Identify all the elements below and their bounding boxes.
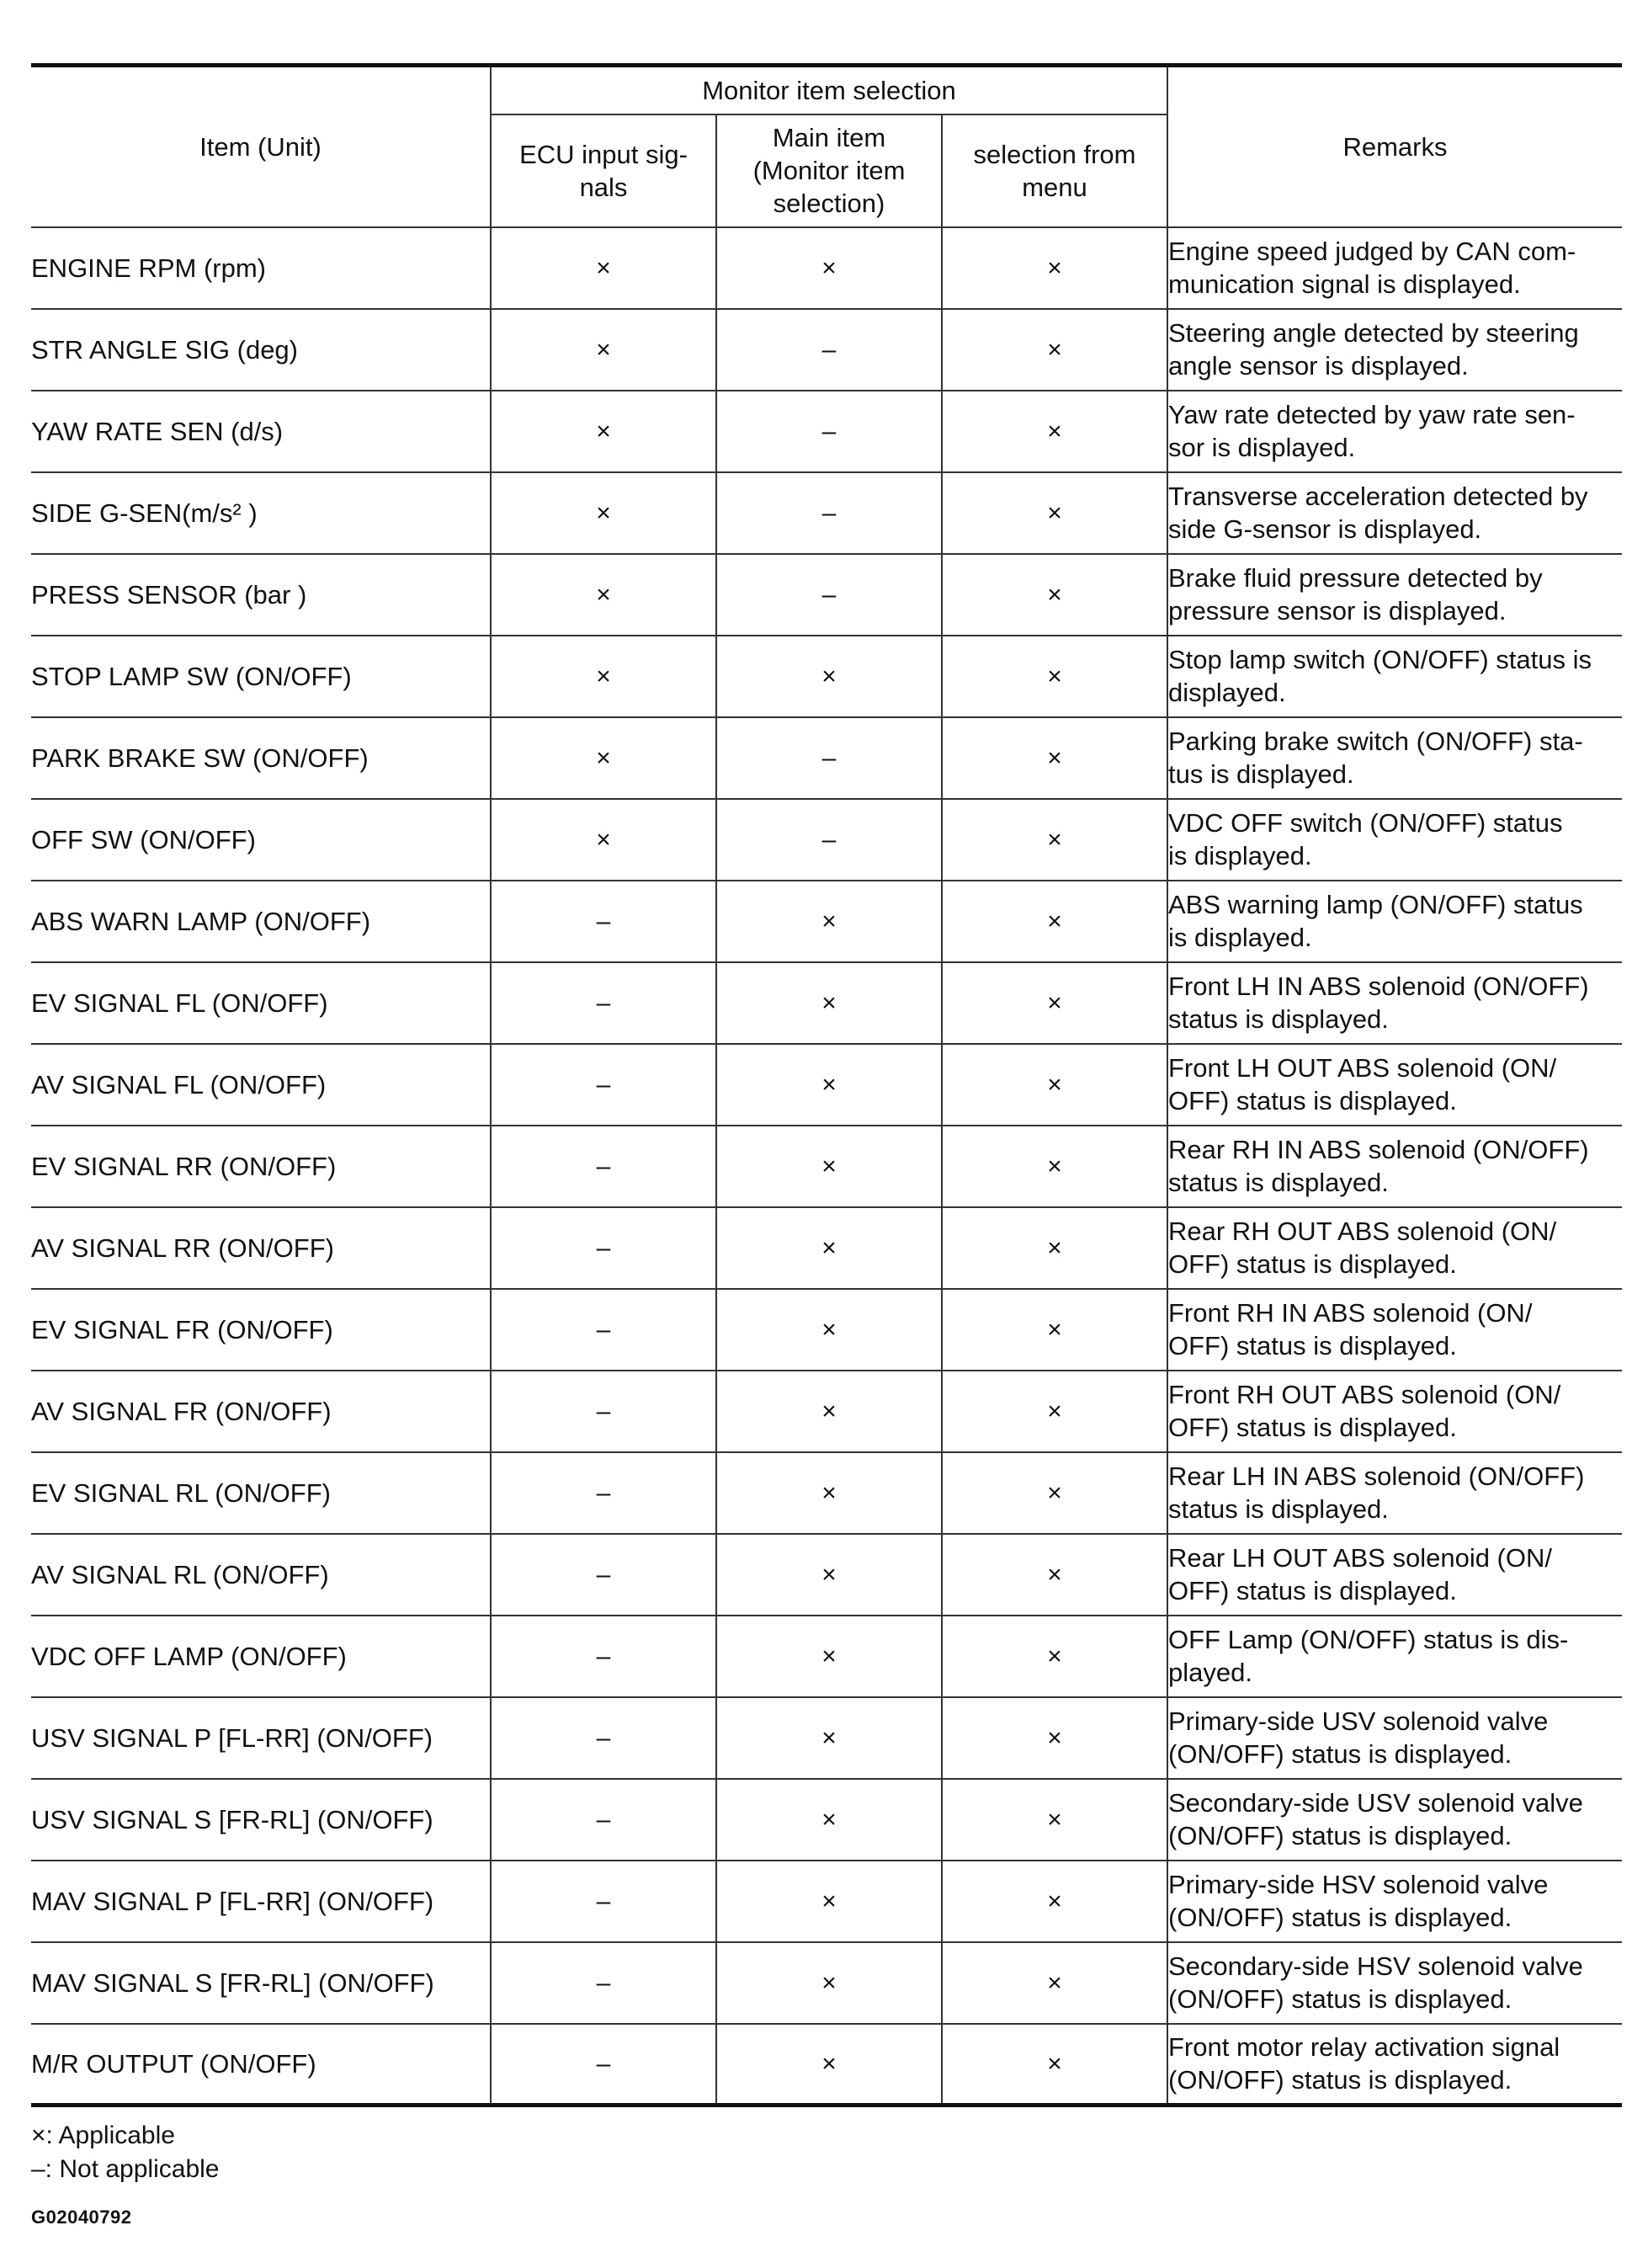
selection-menu-cell: × (942, 1942, 1167, 2024)
selection-menu-cell: × (942, 1697, 1167, 1779)
ecu-input-cell: – (491, 2024, 716, 2106)
header-monitor-group: Monitor item selection (491, 66, 1167, 114)
item-cell: EV SIGNAL RR (ON/OFF) (31, 1126, 491, 1207)
main-item-cell: × (716, 1616, 942, 1697)
ecu-input-cell: – (491, 1779, 716, 1861)
ecu-input-cell: × (491, 799, 716, 881)
main-item-cell: × (716, 1126, 942, 1207)
item-cell: AV SIGNAL RL (ON/OFF) (31, 1534, 491, 1616)
remarks-cell: Secondary-side USV solenoid valve (ON/OFF) status is displayed. (1167, 1779, 1622, 1861)
remarks-cell: Rear RH OUT ABS solenoid (ON/ OFF) status is displayed. (1167, 1207, 1622, 1289)
main-item-cell: – (716, 799, 942, 881)
table-row (31, 1534, 1622, 1616)
selection-menu-cell: × (942, 227, 1167, 309)
ecu-input-cell: – (491, 1942, 716, 2024)
main-item-cell: – (716, 309, 942, 391)
table-row (31, 1861, 1622, 1942)
main-item-cell: × (716, 1779, 942, 1861)
remarks-cell: Transverse acceleration detected by side G-sensor is displayed. (1167, 472, 1622, 554)
item-cell: EV SIGNAL FL (ON/OFF) (31, 962, 491, 1044)
table-row (31, 472, 1622, 554)
monitor-item-document (31, 63, 1622, 2228)
main-item-cell: × (716, 1207, 942, 1289)
remarks-cell: ABS warning lamp (ON/OFF) status is displayed. (1167, 881, 1622, 962)
figure-id: G02040792 (31, 2207, 132, 2228)
item-cell: MAV SIGNAL P [FL-RR] (ON/OFF) (31, 1861, 491, 1942)
ecu-input-cell: – (491, 1289, 716, 1371)
item-cell: YAW RATE SEN (d/s) (31, 391, 491, 472)
table-row (31, 227, 1622, 309)
ecu-input-cell: × (491, 227, 716, 309)
main-item-cell: × (716, 1861, 942, 1942)
table-row (31, 962, 1622, 1044)
item-cell: EV SIGNAL RL (ON/OFF) (31, 1452, 491, 1534)
item-cell: PRESS SENSOR (bar ) (31, 554, 491, 636)
ecu-input-cell: × (491, 554, 716, 636)
header-ecu-input: ECU input sig- nals (491, 114, 716, 227)
remarks-cell: Rear LH IN ABS solenoid (ON/OFF) status is displayed. (1167, 1452, 1622, 1534)
item-cell: AV SIGNAL FR (ON/OFF) (31, 1371, 491, 1452)
table-row (31, 309, 1622, 391)
main-item-cell: × (716, 881, 942, 962)
main-item-cell: × (716, 636, 942, 717)
ecu-input-cell: – (491, 962, 716, 1044)
item-cell: SIDE G-SEN(m/s² ) (31, 472, 491, 554)
selection-menu-cell: × (942, 1044, 1167, 1126)
selection-menu-cell: × (942, 1126, 1167, 1207)
selection-menu-cell: × (942, 1207, 1167, 1289)
legend-not-applicable: –: Not applicable (31, 2155, 220, 2183)
remarks-cell: Secondary-side HSV solenoid valve (ON/OFF) status is displayed. (1167, 1942, 1622, 2024)
remarks-cell: OFF Lamp (ON/OFF) status is dis- played. (1167, 1616, 1622, 1697)
remarks-cell: Front LH OUT ABS solenoid (ON/ OFF) status is displayed. (1167, 1044, 1622, 1126)
remarks-cell: Front LH IN ABS solenoid (ON/OFF) status is displayed. (1167, 962, 1622, 1044)
item-cell: OFF SW (ON/OFF) (31, 799, 491, 881)
selection-menu-cell: × (942, 636, 1167, 717)
legend-applicable: ×: Applicable (31, 2122, 175, 2149)
ecu-input-cell: – (491, 1126, 716, 1207)
remarks-cell: Yaw rate detected by yaw rate sen- sor is displayed. (1167, 391, 1622, 472)
selection-menu-cell: × (942, 881, 1167, 962)
ecu-input-cell: – (491, 1371, 716, 1452)
remarks-cell: Front RH OUT ABS solenoid (ON/ OFF) status is displayed. (1167, 1371, 1622, 1452)
item-cell: USV SIGNAL S [FR-RL] (ON/OFF) (31, 1779, 491, 1861)
table-row (31, 1616, 1622, 1697)
ecu-input-cell: – (491, 1616, 716, 1697)
table-row (31, 1942, 1622, 2024)
selection-menu-cell: × (942, 1289, 1167, 1371)
ecu-input-cell: – (491, 1697, 716, 1779)
item-cell: STOP LAMP SW (ON/OFF) (31, 636, 491, 717)
table-row (31, 717, 1622, 799)
selection-menu-cell: × (942, 1534, 1167, 1616)
main-item-cell: × (716, 1289, 942, 1371)
ecu-input-cell: – (491, 1452, 716, 1534)
table-row (31, 636, 1622, 717)
ecu-input-cell: × (491, 391, 716, 472)
item-cell: M/R OUTPUT (ON/OFF) (31, 2024, 491, 2106)
remarks-cell: Front RH IN ABS solenoid (ON/ OFF) status is displayed. (1167, 1289, 1622, 1371)
item-cell: AV SIGNAL FL (ON/OFF) (31, 1044, 491, 1126)
ecu-input-cell: – (491, 881, 716, 962)
main-item-cell: – (716, 717, 942, 799)
table-row (31, 391, 1622, 472)
table-row (31, 1779, 1622, 1861)
remarks-cell: Primary-side USV solenoid valve (ON/OFF) status is displayed. (1167, 1697, 1622, 1779)
table-row (31, 1207, 1622, 1289)
ecu-input-cell: × (491, 472, 716, 554)
header-item: Item (Unit) (31, 66, 491, 227)
main-item-cell: × (716, 1452, 942, 1534)
ecu-input-cell: × (491, 309, 716, 391)
ecu-input-cell: – (491, 1207, 716, 1289)
remarks-cell: Parking brake switch (ON/OFF) sta- tus is displayed. (1167, 717, 1622, 799)
table-row (31, 2024, 1622, 2106)
item-cell: PARK BRAKE SW (ON/OFF) (31, 717, 491, 799)
main-item-cell: × (716, 1044, 942, 1126)
selection-menu-cell: × (942, 1616, 1167, 1697)
selection-menu-cell: × (942, 962, 1167, 1044)
ecu-input-cell: – (491, 1534, 716, 1616)
ecu-input-cell: – (491, 1861, 716, 1942)
remarks-cell: Rear LH OUT ABS solenoid (ON/ OFF) status is displayed. (1167, 1534, 1622, 1616)
selection-menu-cell: × (942, 2024, 1167, 2106)
header-selection-menu: selection from menu (942, 114, 1167, 227)
main-item-cell: × (716, 1942, 942, 2024)
item-cell: USV SIGNAL P [FL-RR] (ON/OFF) (31, 1697, 491, 1779)
item-cell: ENGINE RPM (rpm) (31, 227, 491, 309)
header-main-item: Main item (Monitor item selection) (716, 114, 942, 227)
table-row (31, 1371, 1622, 1452)
table-row (31, 881, 1622, 962)
selection-menu-cell: × (942, 554, 1167, 636)
header-remarks: Remarks (1167, 66, 1622, 227)
ecu-input-cell: – (491, 1044, 716, 1126)
table-row (31, 1126, 1622, 1207)
remarks-cell: Front motor relay activation signal (ON/OFF) status is displayed. (1167, 2024, 1622, 2106)
remarks-cell: Stop lamp switch (ON/OFF) status is displayed. (1167, 636, 1622, 717)
main-item-cell: – (716, 391, 942, 472)
selection-menu-cell: × (942, 1371, 1167, 1452)
monitor-item-table (31, 63, 1622, 2107)
main-item-cell: × (716, 962, 942, 1044)
ecu-input-cell: × (491, 717, 716, 799)
header-row-1 (31, 66, 1622, 114)
remarks-cell: Brake fluid pressure detected by pressure sensor is displayed. (1167, 554, 1622, 636)
selection-menu-cell: × (942, 1861, 1167, 1942)
selection-menu-cell: × (942, 309, 1167, 391)
legend (31, 2119, 1622, 2186)
selection-menu-cell: × (942, 717, 1167, 799)
item-cell: STR ANGLE SIG (deg) (31, 309, 491, 391)
selection-menu-cell: × (942, 1779, 1167, 1861)
remarks-cell: VDC OFF switch (ON/OFF) status is displayed. (1167, 799, 1622, 881)
selection-menu-cell: × (942, 391, 1167, 472)
selection-menu-cell: × (942, 1452, 1167, 1534)
remarks-cell: Primary-side HSV solenoid valve (ON/OFF) status is displayed. (1167, 1861, 1622, 1942)
main-item-cell: × (716, 1371, 942, 1452)
item-cell: EV SIGNAL FR (ON/OFF) (31, 1289, 491, 1371)
main-item-cell: × (716, 227, 942, 309)
ecu-input-cell: × (491, 636, 716, 717)
remarks-cell: Rear RH IN ABS solenoid (ON/OFF) status is displayed. (1167, 1126, 1622, 1207)
item-cell: MAV SIGNAL S [FR-RL] (ON/OFF) (31, 1942, 491, 2024)
main-item-cell: × (716, 2024, 942, 2106)
table-row (31, 1452, 1622, 1534)
table-row (31, 1044, 1622, 1126)
table-row (31, 554, 1622, 636)
remarks-cell: Steering angle detected by steering angle sensor is displayed. (1167, 309, 1622, 391)
main-item-cell: × (716, 1534, 942, 1616)
table-row (31, 1697, 1622, 1779)
main-item-cell: × (716, 1697, 942, 1779)
selection-menu-cell: × (942, 799, 1167, 881)
main-item-cell: – (716, 554, 942, 636)
item-cell: VDC OFF LAMP (ON/OFF) (31, 1616, 491, 1697)
table-row (31, 799, 1622, 881)
table-body (31, 227, 1622, 2106)
item-cell: ABS WARN LAMP (ON/OFF) (31, 881, 491, 962)
item-cell: AV SIGNAL RR (ON/OFF) (31, 1207, 491, 1289)
selection-menu-cell: × (942, 472, 1167, 554)
table-row (31, 1289, 1622, 1371)
main-item-cell: – (716, 472, 942, 554)
remarks-cell: Engine speed judged by CAN com- munication signal is displayed. (1167, 227, 1622, 309)
